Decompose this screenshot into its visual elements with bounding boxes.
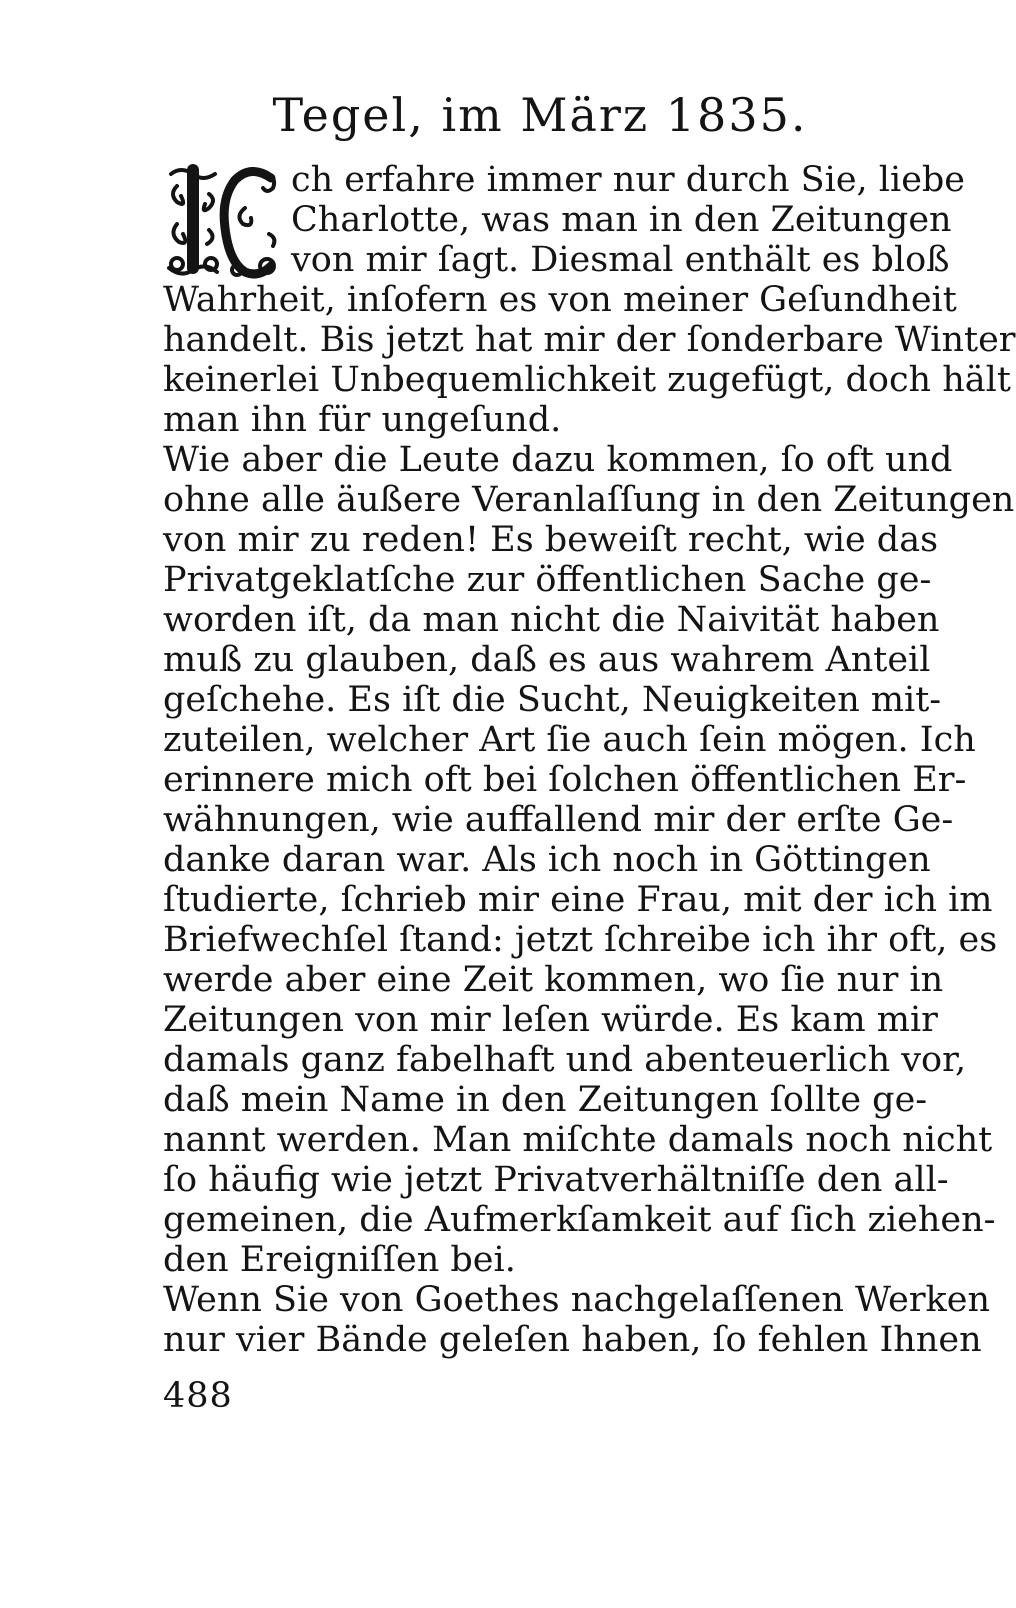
text-line: muß zu glauben, daß es aus wahrem Anteil xyxy=(163,640,931,680)
text-line: erinnere mich oft bei ſolchen öffentlichen Er- xyxy=(163,760,967,800)
text-line: werde aber eine Zeit kommen, wo ſie nur in xyxy=(163,960,944,1000)
text-line: damals ganz fabelhaft und abenteuerlich vor, xyxy=(163,1040,967,1080)
text-line: Wahrheit, inſofern es von meiner Geſundheit xyxy=(163,280,957,320)
text-line: Charlotte, was man in den Zeitungen xyxy=(291,200,952,240)
text-line: nannt werden. Man miſchte damals noch nicht xyxy=(163,1120,993,1160)
text-line: geſchehe. Es iſt die Sucht, Neuigkeiten mit- xyxy=(163,680,942,720)
text-line: zuteilen, welcher Art ſie auch ſein mögen. Ich xyxy=(163,720,976,760)
text-line: nur vier Bände geleſen haben, ſo fehlen Ihnen xyxy=(163,1320,982,1360)
text-line: von mir zu reden! Es beweiſt recht, wie das xyxy=(163,520,939,560)
text-line: ſo häufig wie jetzt Privatverhältniſſe den all- xyxy=(163,1160,949,1200)
text-line: ſtudierte, ſchrieb mir eine Frau, mit der ich im xyxy=(163,880,993,920)
text-line: Zeitungen von mir leſen würde. Es kam mir xyxy=(163,1000,938,1040)
text-line: Wie aber die Leute dazu kommen, ſo oft und xyxy=(163,440,953,480)
ornamental-initial-ich xyxy=(163,164,283,280)
text-line: Privatgeklatſche zur öffentlichen Sache ge- xyxy=(163,560,932,600)
letter-body xyxy=(163,160,1016,1360)
text-line: ch erfahre immer nur durch Sie, liebe xyxy=(291,160,966,200)
text-line: ohne alle äußere Veranlaſſung in den Zeitungen xyxy=(163,480,1015,520)
text-line: danke daran war. Als ich noch in Göttingen xyxy=(163,840,931,880)
text-line: Wenn Sie von Goethes nachgelaſſenen Werken xyxy=(163,1280,991,1320)
page-number: 488 xyxy=(163,1376,233,1416)
letter-heading: Tegel, im März 1835. xyxy=(272,88,808,142)
text-line: daß mein Name in den Zeitungen ſollte ge- xyxy=(163,1080,928,1120)
text-line: worden iſt, da man nicht die Naivität haben xyxy=(163,600,940,640)
text-line: keinerlei Unbequemlichkeit zugefügt, doch hält xyxy=(163,360,1011,400)
text-line: man ihn für ungeſund. xyxy=(163,400,562,440)
text-line: handelt. Bis jetzt hat mir der ſonderbare Winter xyxy=(163,320,1016,360)
text-line: gemeinen, die Aufmerkſamkeit auf ſich ziehen- xyxy=(163,1200,996,1240)
text-line: von mir ſagt. Diesmal enthält es bloß xyxy=(291,240,950,280)
text-line: wähnungen, wie auffallend mir der erſte Ge- xyxy=(163,800,954,840)
text-line: den Ereigniſſen bei. xyxy=(163,1240,516,1280)
text-line: Briefwechſel ſtand: jetzt ſchreibe ich ihr oft, es xyxy=(163,920,998,960)
